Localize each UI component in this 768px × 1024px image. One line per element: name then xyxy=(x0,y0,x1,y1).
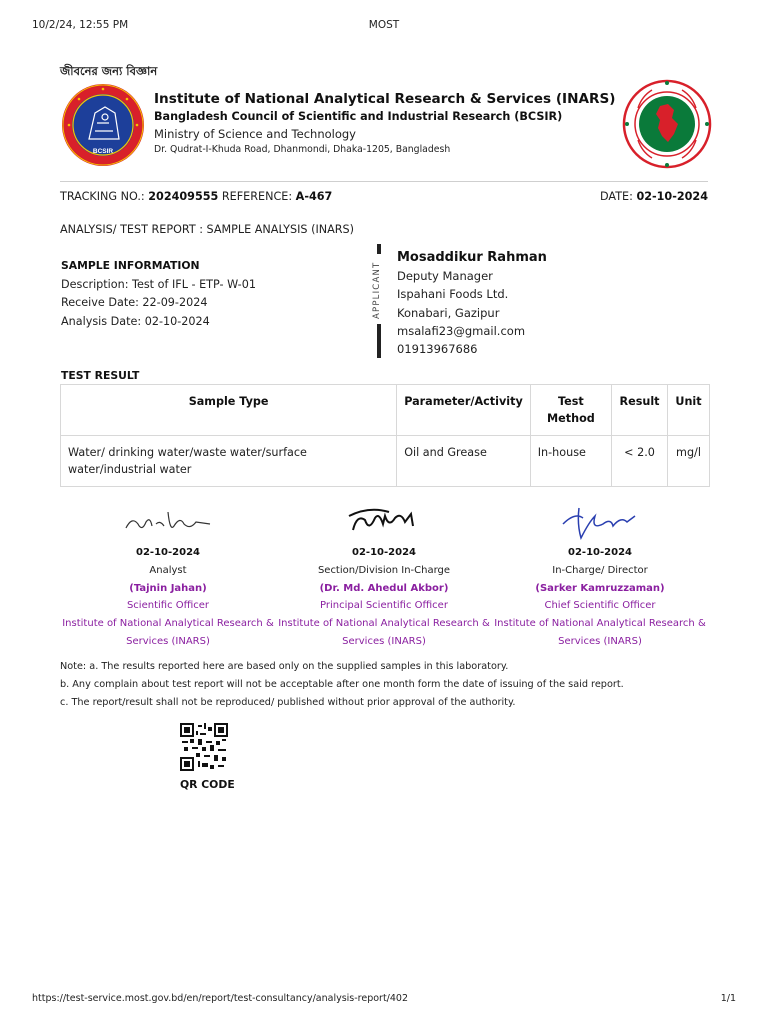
tracking-line xyxy=(60,190,332,203)
applicant-location: Konabari, Gazipur xyxy=(397,305,500,320)
print-header xyxy=(32,19,736,33)
sample-analysis-date: Analysis Date: 02-10-2024 xyxy=(61,314,210,328)
sample-information xyxy=(61,257,256,331)
qr-code-icon xyxy=(180,723,228,771)
motto: জীবনের জন্য বিজ্ঞান xyxy=(60,64,158,78)
print-title: MOST xyxy=(368,19,400,31)
institute-address: Dr. Qudrat-I-Khuda Road, Dhanmondi, Dhaka-1205, Bangladesh xyxy=(154,144,451,155)
signature-director-icon xyxy=(555,502,645,544)
signatory-title: Chief Scientific Officer xyxy=(544,600,656,612)
test-result-heading: TEST RESULT xyxy=(61,369,140,382)
qr-code-label: QR CODE xyxy=(180,778,235,791)
note-c: c. The report/result shall not be reproduced/ published without prior approval of the authority. xyxy=(60,696,516,708)
signatory-section-incharge xyxy=(276,502,492,651)
sample-description: Description: Test of IFL - ETP- W-01 xyxy=(61,277,256,291)
reference-label: REFERENCE: xyxy=(221,190,293,203)
cell-unit: mg/l xyxy=(668,436,710,487)
signatory-date: 02-10-2024 xyxy=(136,547,200,558)
signatory-date: 02-10-2024 xyxy=(352,547,416,558)
signatory-org: Institute of National Analytical Research & Services (INARS) xyxy=(62,618,274,647)
report-notes xyxy=(60,658,624,711)
tracking-number: 202409555 xyxy=(148,190,219,203)
col-sample-type: Sample Type xyxy=(61,385,397,436)
signatory-org: Institute of National Analytical Research & Services (INARS) xyxy=(278,618,490,647)
signatory-name: (Dr. Md. Ahedul Akbor) xyxy=(319,582,449,594)
header-divider xyxy=(60,181,708,182)
signatory-role: In-Charge/ Director xyxy=(552,564,648,576)
bcsir-logo-icon xyxy=(61,83,145,167)
applicant-name: Mosaddikur Rahman xyxy=(397,250,547,265)
report-date xyxy=(600,190,708,203)
signatory-director xyxy=(492,502,708,651)
council-name: Bangladesh Council of Scientific and Industrial Research (BCSIR) xyxy=(154,110,563,123)
signature-analyst-icon xyxy=(118,502,218,542)
print-page-number: 1/1 xyxy=(720,993,736,1004)
applicant-designation: Deputy Manager xyxy=(397,269,493,283)
government-seal-icon xyxy=(622,78,712,170)
applicant-details xyxy=(397,249,547,358)
report-title: ANALYSIS/ TEST REPORT : SAMPLE ANALYSIS (INARS) xyxy=(60,223,355,236)
print-datetime: 10/2/24, 12:55 PM xyxy=(32,19,129,31)
signatory-title: Scientific Officer xyxy=(126,600,210,612)
note-b: b. Any complain about test report will not be acceptable after one month form the date of issuing of the said report. xyxy=(60,678,624,690)
signatory-date: 02-10-2024 xyxy=(568,547,632,558)
signatory-role: Analyst xyxy=(149,564,187,576)
tracking-label: TRACKING NO.: xyxy=(60,190,145,203)
signatory-title: Principal Scientific Officer xyxy=(320,600,448,612)
institute-header xyxy=(154,91,615,155)
bcsir-logo-text: BCSIR xyxy=(92,148,114,155)
signatory-name: (Tajnin Jahan) xyxy=(129,582,207,594)
cell-test-method: In-house xyxy=(530,436,611,487)
institute-name: Institute of National Analytical Research & Services (INARS) xyxy=(154,91,616,107)
ministry-name: Ministry of Science and Technology xyxy=(154,127,356,141)
applicant-email: msalafi23@gmail.com xyxy=(397,323,526,338)
col-parameter: Parameter/Activity xyxy=(397,385,531,436)
table-header-row xyxy=(61,385,710,436)
table-row xyxy=(61,436,710,487)
date-value: 02-10-2024 xyxy=(636,190,708,203)
applicant-phone: 01913967686 xyxy=(397,342,478,357)
cell-parameter: Oil and Grease xyxy=(397,436,531,487)
sample-receive-date: Receive Date: 22-09-2024 xyxy=(61,296,208,309)
cell-result: < 2.0 xyxy=(612,436,668,487)
col-test-method: Test Method xyxy=(530,385,611,436)
date-label: DATE: xyxy=(600,190,633,203)
reference-number: A-467 xyxy=(295,190,333,203)
applicant-label: APPLICANT xyxy=(372,261,382,319)
signatory-name: (Sarker Kamruzzaman) xyxy=(535,582,665,594)
col-unit: Unit xyxy=(668,385,710,436)
print-url: https://test-service.most.gov.bd/en/report/test-consultancy/analysis-report/402 xyxy=(32,993,409,1004)
applicant-company: Ispahani Foods Ltd. xyxy=(397,287,509,302)
sample-info-heading: SAMPLE INFORMATION xyxy=(61,259,200,272)
signatory-role: Section/Division In-Charge xyxy=(317,564,451,576)
signatory-analyst xyxy=(60,502,276,651)
test-result-table xyxy=(60,384,710,487)
signatory-org: Institute of National Analytical Research & Services (INARS) xyxy=(494,618,706,647)
col-result: Result xyxy=(612,385,668,436)
signature-section-incharge-icon xyxy=(339,502,429,542)
note-a: Note: a. The results reported here are based only on the supplied samples in this laboratory. xyxy=(60,661,509,672)
cell-sample-type: Water/ drinking water/waste water/surface water/industrial water xyxy=(61,436,397,487)
